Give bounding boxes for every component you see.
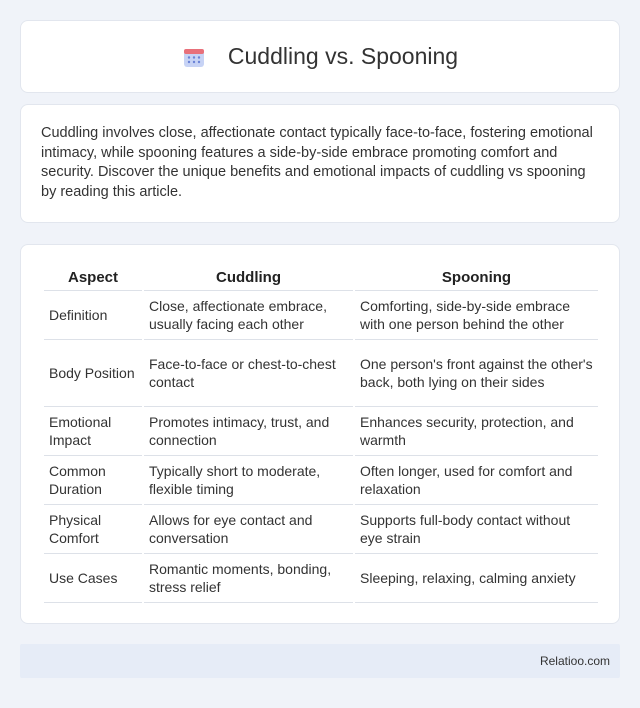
row-spooning: Often longer, used for comfort and relaxation [355,456,598,505]
row-spooning: Sleeping, relaxing, calming anxiety [355,554,598,603]
intro-text: Cuddling involves close, affectionate contact typically face-to-face, fostering emotional intimacy, while spooning features a side-by-side embrace promoting comfort and security. Discover the unique benefits and emotional impacts of cuddling vs spooning by reading this article. [41,125,593,200]
header-spooning: Spooning [355,265,598,291]
row-cuddling: Allows for eye contact and conversation [144,505,353,554]
row-cuddling: Face-to-face or chest-to-chest contact [144,340,353,407]
row-cuddling: Romantic moments, bonding, stress relief [144,554,353,603]
header-cuddling: Cuddling [144,265,353,291]
title-card [20,20,620,93]
row-cuddling: Close, affectionate embrace, usually facing each other [144,291,353,340]
row-aspect: Body Position [44,340,142,407]
table-row [44,291,598,340]
table-row [44,505,598,554]
row-aspect: Use Cases [44,554,142,603]
table-row [44,456,598,505]
table-row [44,340,598,407]
row-spooning: Supports full-body contact without eye strain [355,505,598,554]
row-aspect: Physical Comfort [44,505,142,554]
table-row [44,407,598,456]
row-aspect: Emotional Impact [44,407,142,456]
row-spooning: Enhances security, protection, and warmth [355,407,598,456]
comparison-card [20,244,620,624]
row-cuddling: Promotes intimacy, trust, and connection [144,407,353,456]
row-aspect: Common Duration [44,456,142,505]
footer [20,644,620,678]
row-cuddling: Typically short to moderate, flexible timing [144,456,353,505]
table-header-row [44,265,598,291]
header-aspect: Aspect [44,265,142,291]
table-row [44,554,598,603]
footer-site[interactable]: Relatioo.com [539,654,610,668]
calendar-icon [182,45,206,69]
comparison-table [42,265,600,603]
page-title: Cuddling vs. Spooning [227,43,459,69]
intro-card [20,104,620,223]
row-aspect: Definition [44,291,142,340]
row-spooning: Comforting, side-by-side embrace with one person behind the other [355,291,598,340]
row-spooning: One person's front against the other's back, both lying on their sides [355,340,598,407]
